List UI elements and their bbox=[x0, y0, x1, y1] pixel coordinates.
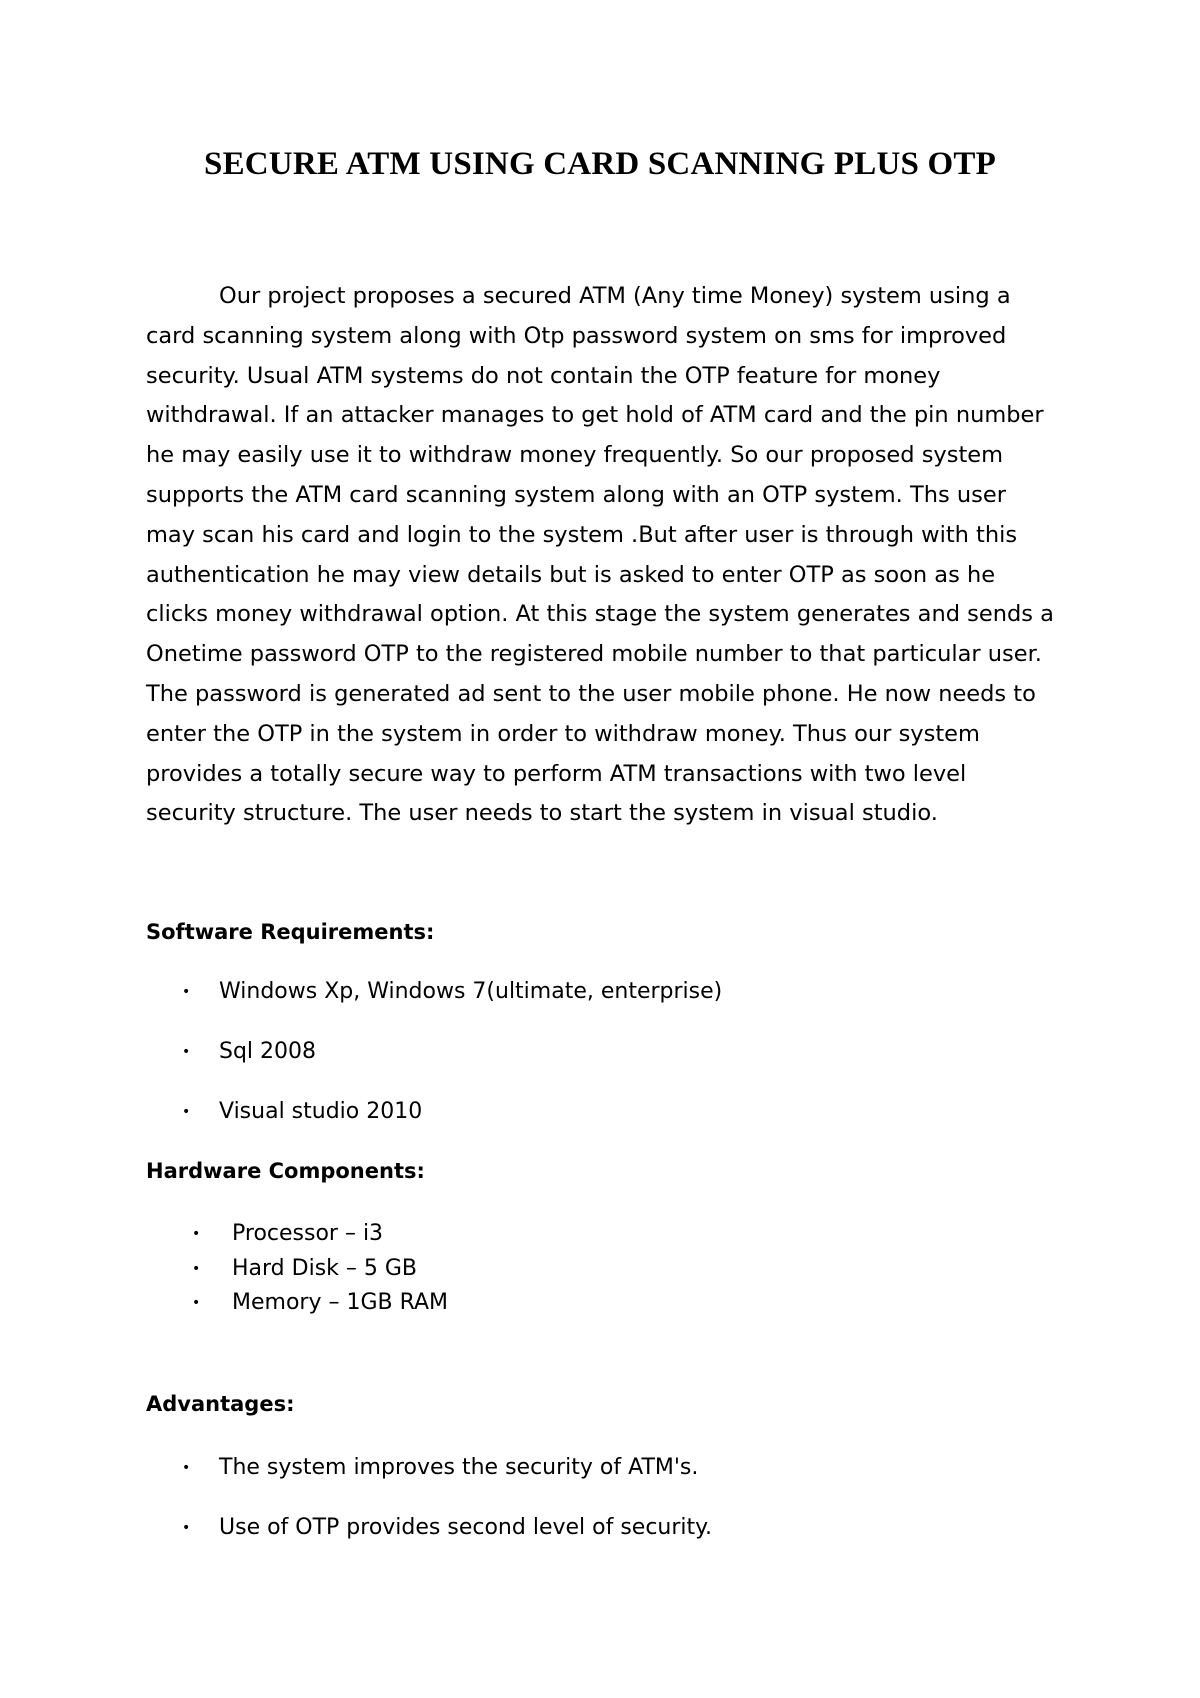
abstract-line: clicks money withdrawal option. At this stage the system generates and sends a bbox=[146, 601, 1054, 628]
software-requirements-list bbox=[182, 977, 723, 1157]
list-item bbox=[182, 977, 723, 1037]
list-item bbox=[182, 1037, 722, 1097]
abstract-line: authentication he may view details but is asked to enter OTP as soon as he bbox=[146, 561, 996, 588]
advantages-heading: Advantages: bbox=[146, 1392, 295, 1416]
abstract-line: Our project proposes a secured ATM (Any time Money) system using a bbox=[219, 283, 1011, 309]
list-item-text: Memory – 1GB RAM bbox=[232, 1290, 449, 1315]
abstract-line: provides a totally secure way to perform ATM transactions with two level bbox=[146, 760, 967, 787]
list-item-text: Visual studio 2010 bbox=[219, 1099, 423, 1124]
abstract-line: Onetime password OTP to the registered mobile number to that particular user. bbox=[146, 641, 1042, 668]
bullet-icon: • bbox=[182, 1104, 191, 1120]
bullet-icon: • bbox=[192, 1295, 201, 1311]
abstract-line: supports the ATM card scanning system along with an OTP system. Ths user bbox=[146, 481, 1006, 508]
list-item-text: Hard Disk – 5 GB bbox=[232, 1255, 418, 1281]
abstract-line: enter the OTP in the system in order to withdraw money. Thus our system bbox=[146, 720, 980, 747]
abstract-paragraph bbox=[146, 277, 1066, 834]
list-item-text: Sql 2008 bbox=[219, 1039, 317, 1064]
document-title: SECURE ATM USING CARD SCANNING PLUS OTP bbox=[204, 146, 996, 182]
abstract-line: security. Usual ATM systems do not contain the OTP feature for money bbox=[146, 362, 941, 389]
bullet-icon: • bbox=[192, 1226, 201, 1242]
bullet-icon: • bbox=[192, 1260, 201, 1277]
abstract-line: The password is generated ad sent to the user mobile phone. He now needs to bbox=[146, 680, 1036, 707]
bullet-icon: • bbox=[182, 984, 191, 1000]
list-item bbox=[182, 1513, 713, 1573]
list-item-text: Windows Xp, Windows 7(ultimate, enterprise) bbox=[219, 979, 723, 1004]
list-item-text: Processor – i3 bbox=[232, 1221, 384, 1246]
advantages-list bbox=[182, 1453, 713, 1573]
bullet-icon: • bbox=[182, 1044, 191, 1060]
list-item-text: The system improves the security of ATM's. bbox=[219, 1455, 699, 1480]
hardware-components-heading: Hardware Components: bbox=[146, 1159, 425, 1183]
hardware-components-list bbox=[192, 1217, 449, 1321]
software-requirements-heading: Software Requirements: bbox=[146, 920, 435, 944]
abstract-line: withdrawal. If an attacker manages to get hold of ATM card and the pin number bbox=[146, 402, 1044, 429]
list-item bbox=[182, 1453, 712, 1513]
bullet-icon: • bbox=[182, 1520, 191, 1536]
abstract-line: security structure. The user needs to start the system in visual studio. bbox=[146, 800, 938, 827]
list-item bbox=[182, 1097, 722, 1157]
abstract-line: he may easily use it to withdraw money frequently. So our proposed system bbox=[146, 442, 1004, 469]
abstract-line: card scanning system along with Otp password system on sms for improved bbox=[146, 322, 1007, 349]
bullet-icon: • bbox=[182, 1460, 191, 1476]
list-item bbox=[192, 1217, 448, 1252]
list-item-text: Use of OTP provides second level of security. bbox=[219, 1515, 713, 1540]
abstract-line: may scan his card and login to the system .But after user is through with this bbox=[146, 521, 1018, 548]
list-item bbox=[192, 1286, 449, 1321]
list-item bbox=[192, 1252, 448, 1287]
